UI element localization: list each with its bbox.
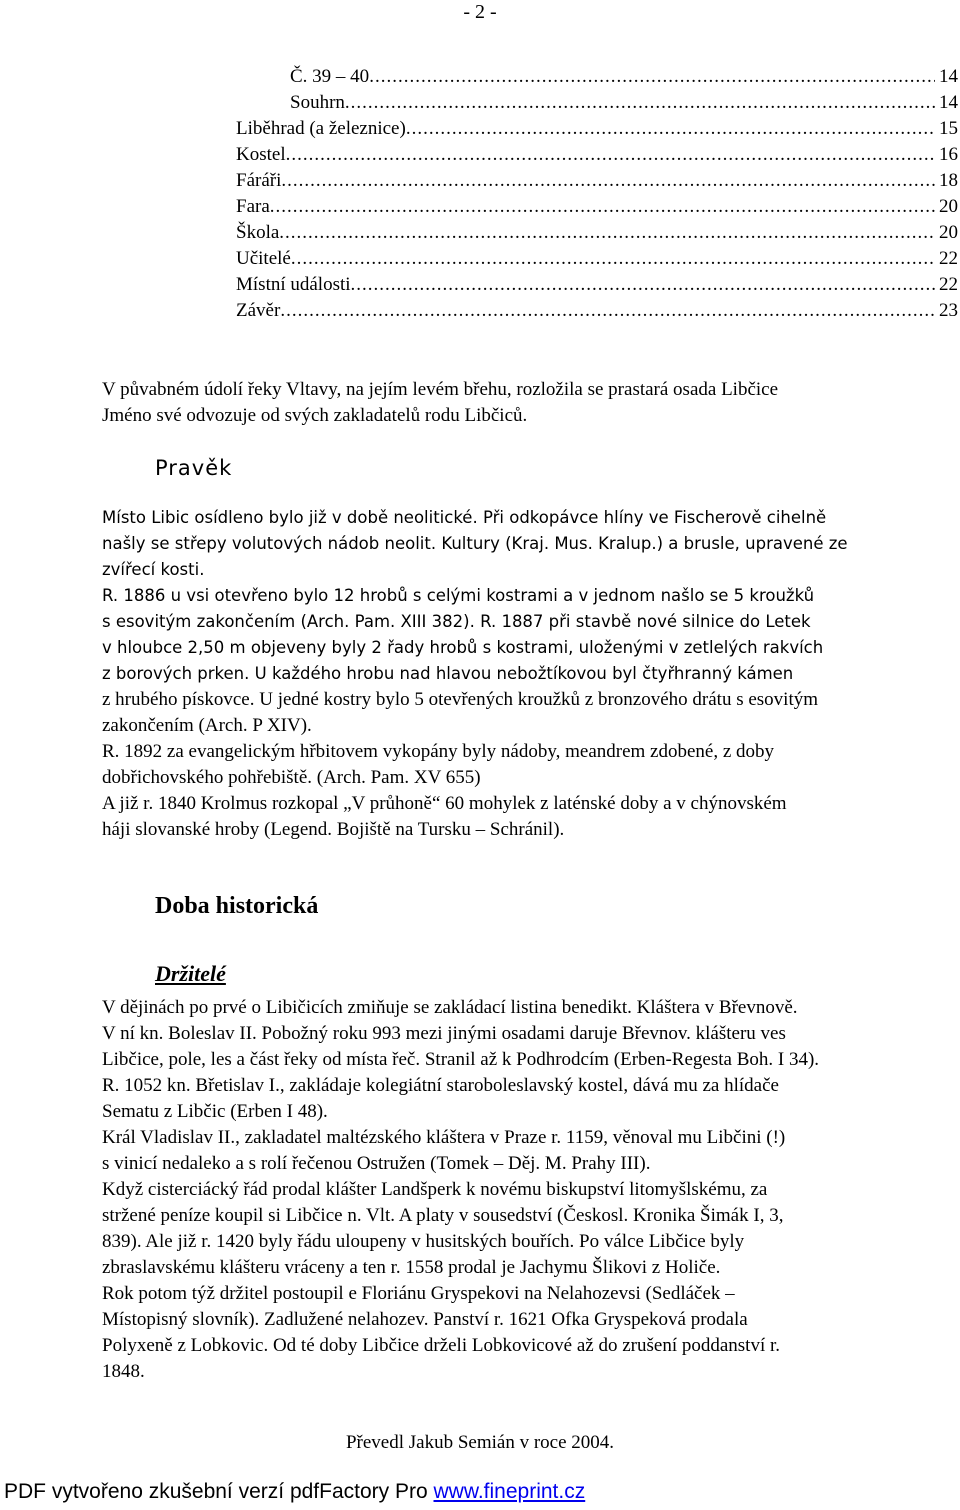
text-line: Král Vladislav II., zakladatel maltézského kláštera v Praze r. 1159, věnoval mu Libčini (!) <box>102 1127 786 1148</box>
toc-leader-dots <box>279 220 935 246</box>
pravek-paragraph-sans <box>102 505 952 687</box>
drzitele-paragraph <box>102 995 952 1385</box>
text-line: zbraslavskému klášteru vráceny a ten r. 1558 prodal je Jachymu Šlikovi z Holiče. <box>102 1257 721 1278</box>
toc-entry <box>236 168 958 194</box>
toc-page: 15 <box>939 118 958 139</box>
toc-label: Fara <box>236 196 270 217</box>
toc-label: Č. 39 – 40 <box>290 66 370 87</box>
text-line: R. 1052 kn. Břetislav I., zakládaje kolegiátní staroboleslavský kostel, dává mu za hlídače <box>102 1075 779 1096</box>
toc-entry <box>290 64 958 90</box>
toc-label: Souhrn <box>290 92 345 113</box>
text-line: s vinicí nedaleko a s rolí řečenou Ostružen (Tomek – Děj. M. Prahy III). <box>102 1153 651 1174</box>
text-line: Sematu z Libčic (Erben I 48). <box>102 1101 328 1122</box>
text-line: 839). Ale již r. 1420 byly řádu uloupeny v husitských bouřích. Po válce Libčice byly <box>102 1231 745 1252</box>
toc-label: Místní události <box>236 274 351 295</box>
text-line: Místopisný slovník). Zadlužené nelahozev. Panství r. 1621 Ofka Gryspeková prodala <box>102 1309 748 1330</box>
toc-page: 14 <box>939 66 958 87</box>
toc-page: 22 <box>939 274 958 295</box>
text-line: s esovitým zakončením (Arch. Pam. XIII 382). R. 1887 při stavbě nové silnice do Letek <box>102 612 811 631</box>
footer-text: PDF vytvořeno zkušební verzí pdfFactory Pro <box>4 1480 434 1503</box>
toc-entry <box>236 246 958 272</box>
toc-entry <box>290 90 958 116</box>
text-line: v hloubce 2,50 m objeveny byly 2 řady hrobů s kostrami, uloženými v zetlelých rakvích <box>102 638 824 657</box>
toc-entry <box>236 220 958 246</box>
text-line: A již r. 1840 Krolmus rozkopal „V průhoně“ 60 mohylek z laténské doby a v chýnovském <box>102 793 787 814</box>
text-line: stržené peníze koupil si Libčice n. Vlt. A platy v sousedství (Českosl. Kronika Šimák I, 3, <box>102 1205 784 1226</box>
text-line: V půvabném údolí řeky Vltavy, na jejím levém břehu, rozložila se prastará osada Libčice <box>102 379 779 400</box>
pdf-footer <box>4 1480 585 1504</box>
toc-entry <box>236 298 958 324</box>
toc-leader-dots <box>369 64 935 90</box>
pravek-paragraph-serif <box>102 687 952 843</box>
text-line: Rok potom týž držitel postoupil e Floriánu Gryspekovi na Nelahozevsi (Sedláček – <box>102 1283 735 1304</box>
text-line: zvířecí kosti. <box>102 560 205 579</box>
toc-label: Fáráři <box>236 170 282 191</box>
toc-page: 22 <box>939 248 958 269</box>
text-line: dobřichovského pohřebiště. (Arch. Pam. XV 655) <box>102 767 481 788</box>
text-line: z hrubého pískovce. U jedné kostry bylo 5 otevřených kroužků z bronzového drátu s esovitým <box>102 689 819 710</box>
toc-entry <box>236 272 958 298</box>
text-line: zakončením (Arch. P XIV). <box>102 715 312 736</box>
text-line: Jméno své odvozuje od svých zakladatelů rodu Libčiců. <box>102 405 528 426</box>
text-line: Když cisterciácký řád prodal klášter Landšperk k novému biskupství litomyšlskému, za <box>102 1179 768 1200</box>
toc-leader-dots <box>345 90 935 116</box>
toc-entry <box>236 116 958 142</box>
toc-label: Kostel <box>236 144 286 165</box>
text-line: V dějinách po prvé o Libičicích zmiňuje se zakládací listina benedikt. Kláštera v Břevnově. <box>102 997 798 1018</box>
text-line: R. 1892 za evangelickým hřbitovem vykopány byly nádoby, meandrem zdobené, z doby <box>102 741 775 762</box>
subheading-drzitele: Držitelé <box>155 961 226 986</box>
footer-link[interactable]: www.fineprint.cz <box>433 1480 586 1503</box>
toc-entry <box>236 194 958 220</box>
text-line: háji slovanské hroby (Legend. Bojiště na Tursku – Schránil). <box>102 819 565 840</box>
toc-label: Učitelé <box>236 248 291 269</box>
toc-page: 16 <box>939 144 958 165</box>
text-line: V ní kn. Boleslav II. Pobožný roku 993 mezi jinými osadami daruje Břevnov. klášteru ves <box>102 1023 786 1044</box>
section-heading-pravek: Pravěk <box>155 456 233 480</box>
page-number: - 2 - <box>463 1 497 23</box>
toc-leader-dots <box>291 246 935 272</box>
toc-label: Závěr <box>236 300 281 321</box>
text-line: Místo Libic osídleno bylo již v době neolitické. Při odkopávce hlíny ve Fischerově cihelně <box>102 508 827 527</box>
intro-paragraph <box>102 377 952 429</box>
translator-note: Převedl Jakub Semián v roce 2004. <box>345 1432 615 1453</box>
toc-leader-dots <box>270 194 935 220</box>
text-line: R. 1886 u vsi otevřeno bylo 12 hrobů s celými kostrami a v jednom našlo se 5 kroužků <box>102 586 815 605</box>
text-line: 1848. <box>102 1361 145 1382</box>
text-line: z borových prken. U každého hrobu nad hlavou nebožtíkovou byl čtyřhranný kámen <box>102 664 794 683</box>
toc-label: Škola <box>236 222 280 243</box>
toc-leader-dots <box>280 298 935 324</box>
toc-page: 14 <box>939 92 958 113</box>
toc-leader-dots <box>286 142 935 168</box>
toc-page: 18 <box>939 170 958 191</box>
toc-leader-dots <box>406 116 935 142</box>
text-line: Libčice, pole, les a část řeky od místa řeč. Stranil až k Podhrodcím (Erben-Regesta Boh. I 34). <box>102 1049 820 1070</box>
toc-label: Liběhrad (a železnice) <box>236 118 406 139</box>
toc-page: 20 <box>939 196 958 217</box>
text-line: Polyxeně z Lobkovic. Od té doby Libčice drželi Lobkovicové až do zrušení poddanství r. <box>102 1335 781 1356</box>
toc-entry <box>236 142 958 168</box>
toc-leader-dots <box>281 168 935 194</box>
text-line: našly se střepy volutových nádob neolit. Kultury (Kraj. Mus. Kralup.) a brusle, upravené ze <box>102 534 848 553</box>
toc-page: 23 <box>939 300 958 321</box>
section-heading-doba-historicka: Doba historická <box>155 893 319 919</box>
toc-leader-dots <box>351 272 935 298</box>
toc-page: 20 <box>939 222 958 243</box>
